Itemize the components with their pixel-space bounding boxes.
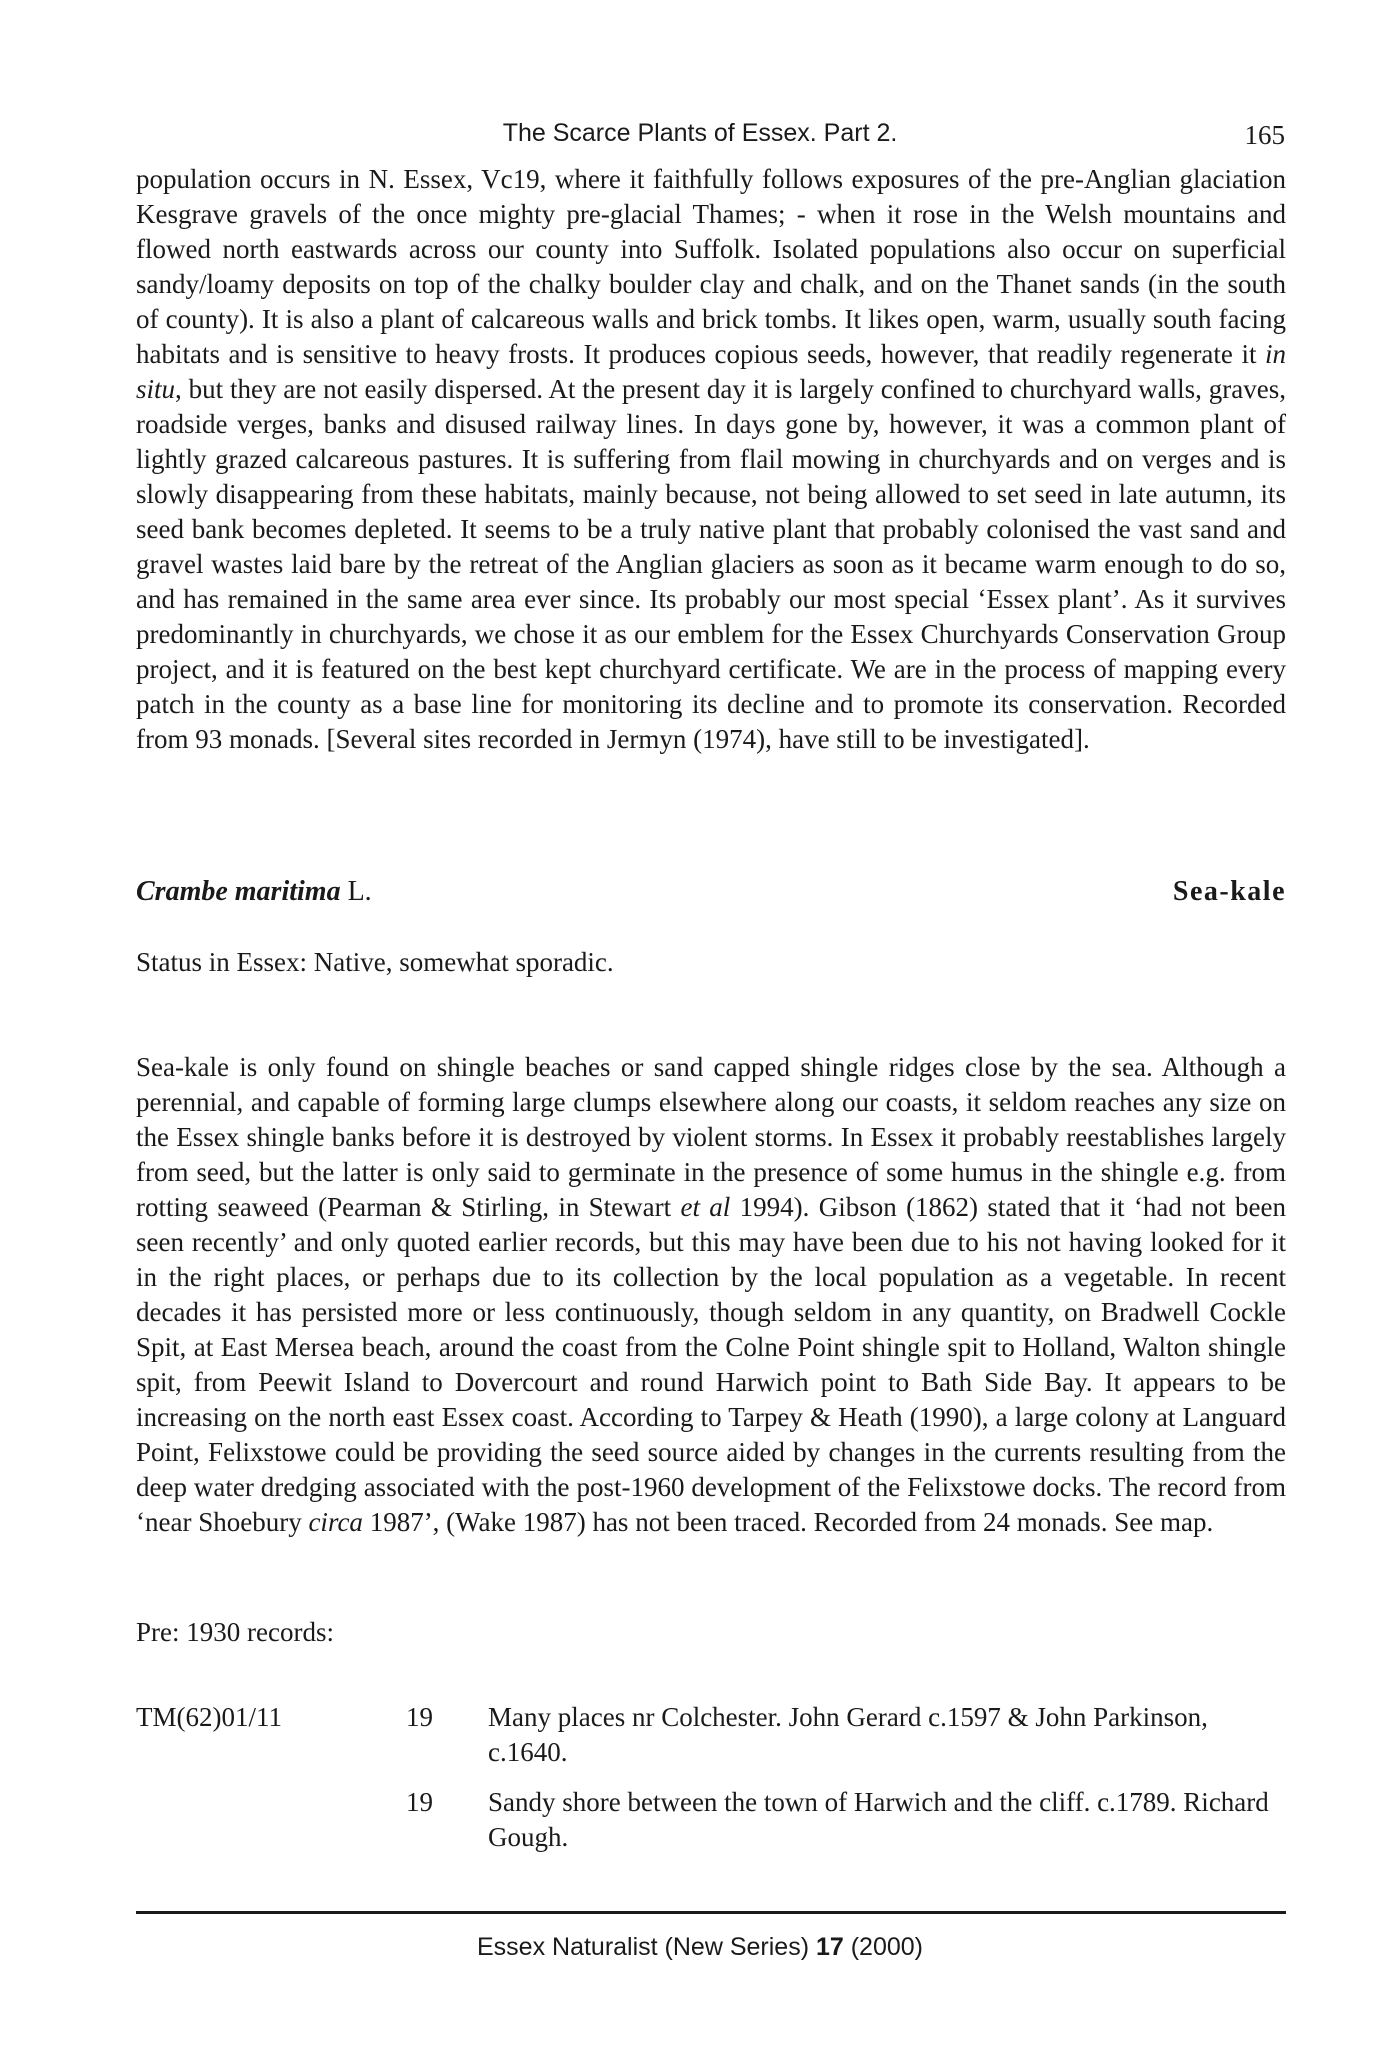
intro-italic-term: in situ	[136, 339, 1286, 404]
record-description: Many places nr Colchester. John Gerard c.1597 & John Parkinson, c.1640.	[488, 1702, 1208, 1767]
body-italic-term: circa	[308, 1507, 363, 1537]
record-year: 19	[406, 1702, 433, 1732]
body-italic-term: et al	[680, 1192, 731, 1222]
page-number: 165	[1244, 120, 1285, 150]
record-description: Sandy shore between the town of Harwich and the cliff. c.1789. Richard Gough.	[488, 1787, 1269, 1852]
body-text-part: Sea-kale is only found on shingle beaches or sand capped shingle ridges close by the sea. Although a perennial, and capable of forming large clumps elsewhere along our coasts, it seldom reaches any size on the Essex shingle banks before it is destroyed by violent storms. In Essex it probably reestablishes largely from seed, but the latter is only said to germinate in the presence of some humus in the shingle e.g. from rotting seaweed (Pearman & Stirling, in Stewart	[136, 1052, 1286, 1222]
species-author: L.	[340, 876, 372, 907]
species-status: Status in Essex: Native, somewhat sporadic.	[136, 947, 614, 977]
intro-paragraph	[136, 162, 1286, 757]
body-text-part: 1994). Gibson (1862) stated that it ‘had not been seen recently’ and only quoted earlier records, but this may have been due to his not having looked for it in the right places, or perhaps due to its collection by the local population as a vegetable. In recent decades it has persisted more or less continuously, though seldom in any quantity, on Bradwell Cockle Spit, at East Mersea beach, around the coast from the Colne Point shingle spit to Holland, Walton shingle spit, from Peewit Island to Dovercourt and round Harwich point to Bath Side Bay. It appears to be increasing on the north east Essex coast. According to Tarpey & Heath (1990), a large colony at Languard Point, Felixstowe could be providing the seed source aided by changes in the currents resulting from the deep water dredging associated with the post-1960 development of the Felixstowe docks. The record from ‘near Shoebury	[136, 1192, 1286, 1537]
running-header-title: The Scarce Plants of Essex. Part 2.	[502, 119, 898, 147]
species-latin-name: Crambe maritima	[136, 876, 341, 907]
body-text-part: 1987’, (Wake 1987) has not been traced. Recorded from 24 monads. See map.	[362, 1507, 1214, 1537]
record-grid-ref: TM(62)01/11	[136, 1702, 282, 1732]
footer-divider	[136, 1911, 1286, 1914]
species-description-paragraph	[136, 1050, 1286, 1540]
species-heading	[136, 874, 1286, 910]
record-year: 19	[406, 1787, 433, 1817]
footer-journal-name: Essex Naturalist (New Series)	[476, 1933, 816, 1961]
intro-text-part: , but they are not easily dispersed. At the present day it is largely confined to churchyard walls, graves, roadside verges, banks and disused railway lines. In days gone by, however, it was a common plant of lightly grazed calcareous pastures. It is suffering from flail mowing in churchyards and on verges and is slowly disappearing from these habitats, mainly because, not being allowed to set seed in late autumn, its seed bank becomes depleted. It seems to be a truly native plant that probably colonised the vast sand and gravel wastes laid bare by the retreat of the Anglian glaciers as soon as it became warm enough to do so, and has remained in the same area ever since. Its probably our most special ‘Essex plant’. As it survives predominantly in churchyards, we chose it as our emblem for the Essex Churchyards Conservation Group project, and it is featured on the best kept churchyard certificate. We are in the process of mapping every patch in the county as a base line for monitoring its decline and to promote its conservation. Recorded from 93 monads. [Several sites recorded in Jermyn (1974), have still to be investigated].	[136, 374, 1286, 754]
footer-year: (2000)	[843, 1933, 923, 1961]
footer-volume: 17	[815, 1933, 844, 1961]
records-heading: Pre: 1930 records:	[136, 1617, 334, 1647]
journal-footer	[0, 1932, 1400, 1962]
species-common-name: Sea-kale	[1172, 876, 1286, 907]
intro-text-part: population occurs in N. Essex, Vc19, where it faithfully follows exposures of the pre-Anglian glaciation Kesgrave gravels of the once mighty pre-glacial Thames; - when it rose in the Welsh mountains and flowed north eastwards across our county into Suffolk. Isolated populations also occur on superficial sandy/loamy deposits on top of the chalky boulder clay and chalk, and on the Thanet sands (in the south of county). It is also a plant of calcareous walls and brick tombs. It likes open, warm, usually south facing habitats and is sensitive to heavy frosts. It produces copious seeds, however, that readily regenerate it	[136, 164, 1286, 369]
